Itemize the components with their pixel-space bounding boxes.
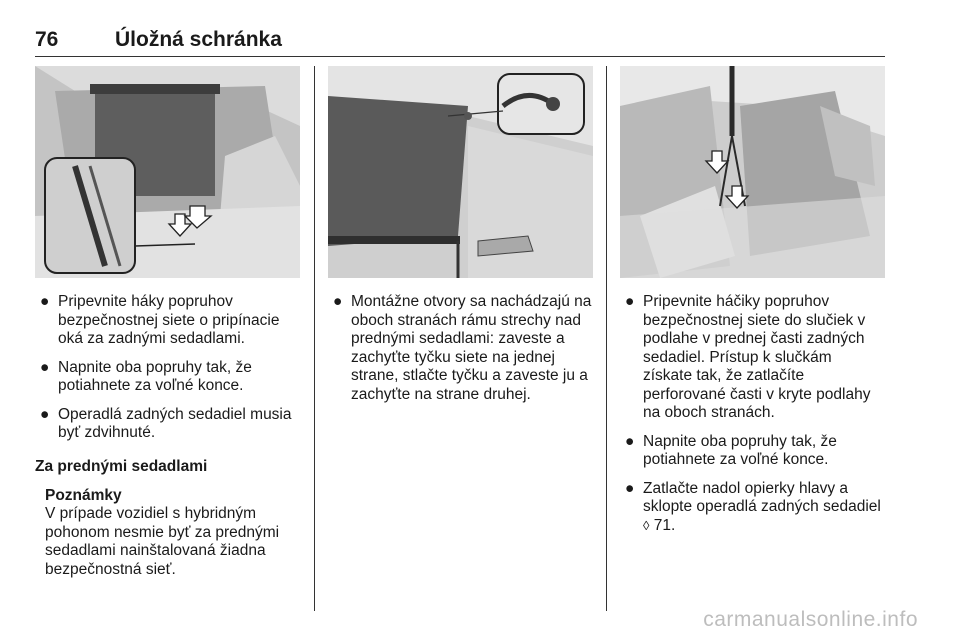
- list-item: ● Napnite oba popruhy tak, že potiahnete za voľné konce.: [40, 358, 252, 394]
- list-item: ● Pripevnite háky popruhov bezpečnostnej siete o pripínacie oká za zadnými sedadlami.: [40, 293, 280, 347]
- note-title: Poznámky: [45, 486, 122, 504]
- illustration-retract-net-hooks: [35, 66, 300, 278]
- column-divider-1: [314, 66, 315, 611]
- page-header: [35, 26, 885, 57]
- list-item: ● Napnite oba popruhy tak, že potiahnete za voľné konce.: [625, 432, 837, 468]
- column-1: [35, 66, 300, 579]
- list-item: ● Pripevnite háčiky popruhov bezpečnostnej siete do slučiek v podlahe v prednej časti zadných sedadiel. Prístup k slučkám získate tak, že zatlačíte perforované časti v kryte podlahy na oboch stranách.: [625, 293, 871, 421]
- illustration-floor-hooks: [620, 66, 885, 278]
- bullet-list-2: [328, 293, 593, 404]
- column-3: [620, 66, 885, 545]
- note-text: V prípade vozidiel s hybridným pohonom nesmie byť za prednými sedadlami nainštalovaná žiadna bezpečnostná sieť.: [45, 505, 280, 578]
- section-subheading: Za prednými sedadlami: [35, 457, 208, 475]
- page-ref-link[interactable]: 71.: [653, 516, 676, 534]
- list-item: ● Operadlá zadných sedadiel musia byť zdvihnuté.: [40, 405, 292, 441]
- bullet-list-1: [35, 293, 300, 443]
- list-item: ● Zatlačte nadol opierky hlavy a sklopte operadlá zadných sedadiel ◊ 71.: [625, 479, 881, 534]
- bullet-list-3: [620, 293, 885, 535]
- column-2: [328, 66, 593, 414]
- page-ref-icon: ◊: [643, 517, 650, 533]
- illustration-roof-frame-mount: [328, 66, 593, 278]
- page-number: 76: [35, 28, 59, 51]
- note-block: [45, 487, 300, 580]
- watermark: carmanualsonline.info: [703, 608, 918, 631]
- list-item: ● Montážne otvory sa nachádzajú na oboch stranách rámu strechy nad prednými sedadlami: zaveste a zachyťte tyčku siete na jednej strane, stlačte tyčku a zaveste ju a zachyťte na strane druhej.: [333, 293, 592, 403]
- column-divider-2: [606, 66, 607, 611]
- page-title: Úložná schránka: [115, 28, 282, 51]
